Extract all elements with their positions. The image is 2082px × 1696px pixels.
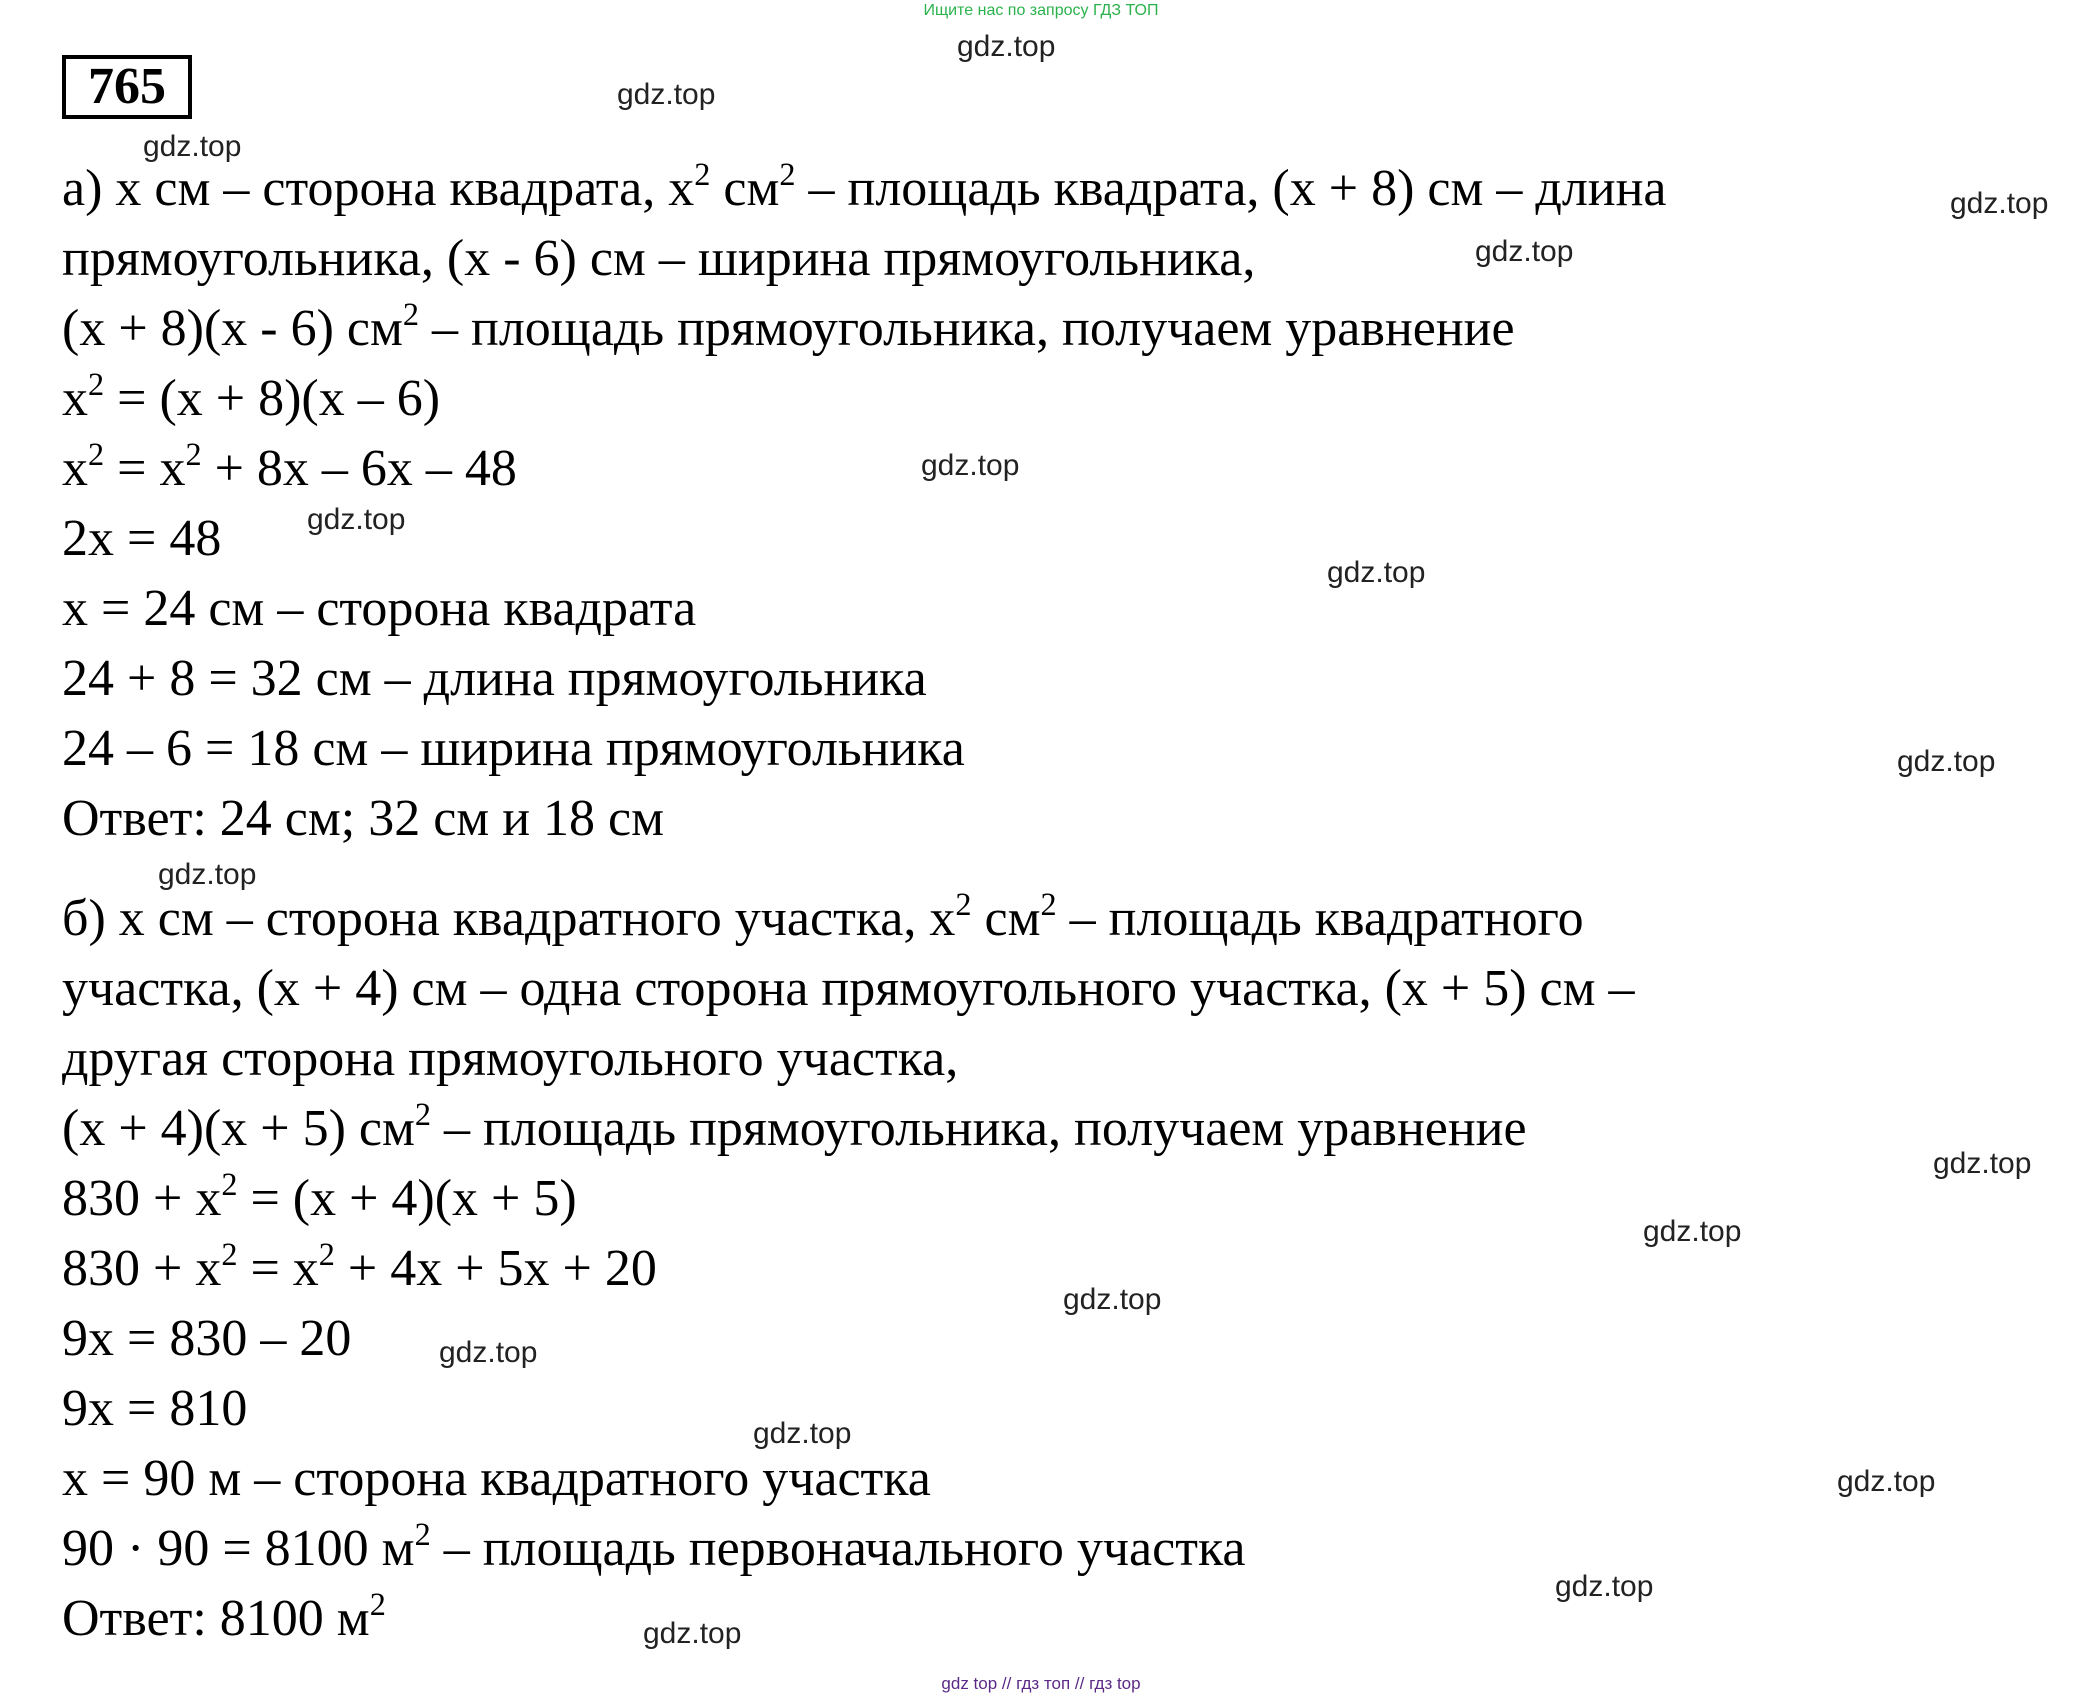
solution-b-line-3: другая сторона прямоугольного участка, bbox=[62, 1030, 959, 1087]
watermark: gdz.top bbox=[143, 130, 242, 163]
solution-b-line-8: 9x = 810 bbox=[62, 1380, 248, 1437]
watermark: gdz.top bbox=[1897, 745, 1996, 778]
watermark: gdz.top bbox=[1555, 1570, 1654, 1603]
solution-a-line-5: $x^2 = x^2 + 8x - 6x - 48$ bbox=[62, 436, 517, 497]
solution-a-line-3: (x + 8)(x - 6) $см^2$ – площадь прямоугольника, получаем уравнение bbox=[62, 296, 1515, 357]
watermark: gdz.top bbox=[957, 30, 1056, 63]
watermark: gdz.top bbox=[1063, 1283, 1162, 1316]
solution-b-line-10: 90 · 90 = 8100 $м^2$ – площадь первоначального участка bbox=[62, 1516, 1246, 1577]
watermark: gdz.top bbox=[439, 1336, 538, 1369]
solution-b-line-1: б) x см – сторона квадратного участка, $x^2$ $см^2$ – площадь квадратного bbox=[62, 886, 1584, 947]
solution-b-line-9: x = 90 м – сторона квадратного участка bbox=[62, 1450, 931, 1507]
watermark: gdz.top bbox=[921, 449, 1020, 482]
watermark: gdz.top bbox=[1950, 187, 2049, 220]
solution-b-answer: Ответ: 8100 $м^2$ bbox=[62, 1586, 386, 1647]
footer: gdz top // гдз топ // гдз top bbox=[941, 1674, 1141, 1693]
solution-b-line-6: $830 + x^2 = x^2 + 4x + 5x + 20$ bbox=[62, 1236, 657, 1297]
watermark: gdz.top bbox=[643, 1617, 742, 1650]
watermark: gdz.top bbox=[1643, 1215, 1742, 1248]
solution-b-line-2: участка, (x + 4) см – одна сторона прямоугольного участка, (x + 5) см – bbox=[62, 960, 1635, 1017]
watermark: gdz.top bbox=[1327, 556, 1426, 589]
watermark: gdz.top bbox=[753, 1417, 852, 1450]
solution-a-line-6: 2x = 48 bbox=[62, 510, 222, 567]
watermark: gdz.top bbox=[1933, 1147, 2032, 1180]
solution-a-line-9: 24 – 6 = 18 см – ширина прямоугольника bbox=[62, 720, 965, 777]
watermark: gdz.top bbox=[617, 78, 716, 111]
solution-a-line-2: прямоугольника, (x - 6) см – ширина прямоугольника, bbox=[62, 230, 1256, 287]
solution-a-line-7: x = 24 см – сторона квадрата bbox=[62, 580, 697, 637]
watermark: gdz.top bbox=[1475, 235, 1574, 268]
top-banner: Ищите нас по запросу ГДЗ ТОП bbox=[923, 2, 1159, 19]
solution-b-line-5: $830 + x^2 = (x + 4)(x + 5)$ bbox=[62, 1166, 577, 1227]
solution-b-line-4: (x + 4)(x + 5) $см^2$ – площадь прямоугольника, получаем уравнение bbox=[62, 1096, 1527, 1157]
task-number-box: 765 bbox=[62, 55, 192, 119]
watermark: gdz.top bbox=[158, 858, 257, 891]
solution-a-line-8: 24 + 8 = 32 см – длина прямоугольника bbox=[62, 650, 927, 707]
solution-a-line-1: а) x см – сторона квадрата, $x^2$ $см^2$ – площадь квадрата, (x + 8) см – длина bbox=[62, 156, 1667, 217]
solution-a-line-4: $x^2 = (x + 8)(x - 6)$ bbox=[62, 366, 441, 427]
watermark: gdz.top bbox=[1837, 1465, 1936, 1498]
solution-a-answer: Ответ: 24 см; 32 см и 18 см bbox=[62, 790, 665, 847]
solution-b-line-7: 9x = 830 – 20 bbox=[62, 1310, 352, 1367]
watermark: gdz.top bbox=[307, 503, 406, 536]
